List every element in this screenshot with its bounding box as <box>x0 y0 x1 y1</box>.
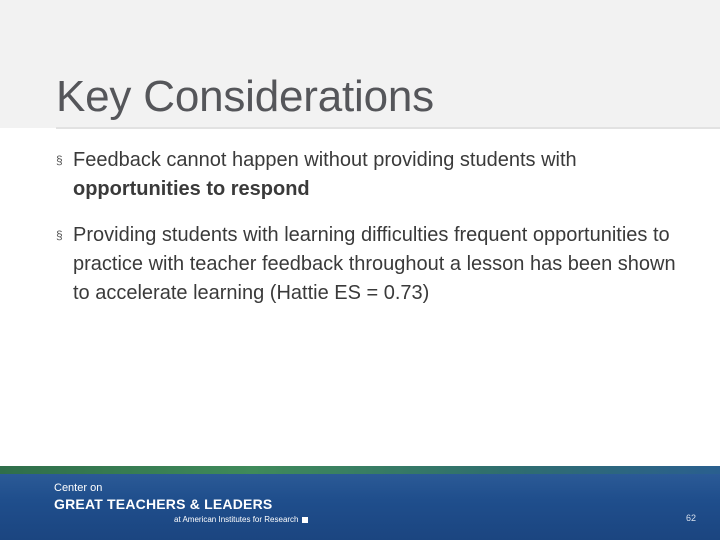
bullet-bold-text: opportunities to respond <box>73 178 310 200</box>
page-number: 62 <box>686 513 697 523</box>
bullet-list <box>56 146 696 325</box>
logo-square-icon <box>302 517 308 523</box>
bullet-text: Providing students with learning difficulties frequent opportunities to practice with teacher feedback throughout a lesson has been shown to accelerate learning (Hattie ES = 0.73) <box>73 224 676 304</box>
logo-organization-name: GREAT TEACHERS & LEADERS <box>54 496 273 512</box>
bullet-item <box>56 221 696 308</box>
logo-affiliation-text: at American Institutes for Research <box>174 515 299 524</box>
slide-title: Key Considerations <box>56 72 434 121</box>
bullet-item <box>56 146 696 204</box>
logo-center-on: Center on <box>54 482 103 494</box>
title-divider <box>56 127 720 129</box>
logo-affiliation <box>174 515 308 524</box>
bullet-text: Feedback cannot happen without providing students with <box>73 149 577 171</box>
footer-accent-stripe <box>0 466 720 474</box>
bullet-marker-icon: § <box>56 153 63 167</box>
bullet-marker-icon: § <box>56 228 63 242</box>
